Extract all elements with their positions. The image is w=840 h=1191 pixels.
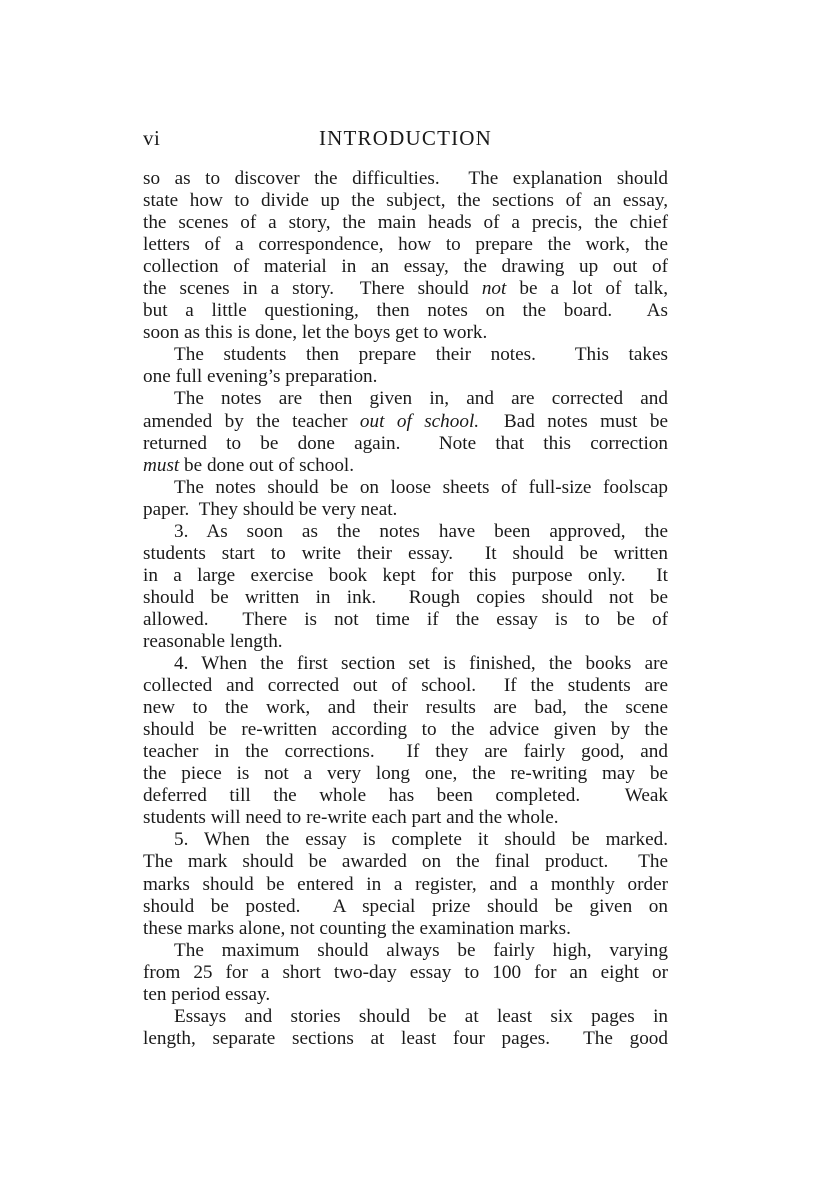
text-line [143,477,668,499]
text-segment: should be re-written according to the advice given by the [143,719,668,741]
text-segment: one full evening’s preparation. [143,366,378,388]
text-segment: 5. When the essay is complete it should be marked. [174,829,668,851]
text-line [143,300,668,322]
text-line [143,653,668,675]
text-line [143,1028,668,1050]
text-line [143,785,668,807]
text-line [143,366,668,388]
text-line [143,1006,668,1028]
text-line [143,896,668,918]
text-segment: The maximum should always be fairly high, varying [174,939,668,961]
text-segment: in a large exercise book kept for this purpose only. It [143,564,668,586]
text-segment: students will need to re-write each part and the whole. [143,807,559,829]
text-line [143,697,668,719]
text-line [143,433,668,455]
text-line [143,256,668,278]
text-segment: The students then prepare their notes. This takes [174,344,668,366]
text-segment: new to the work, and their results are bad, the scene [143,697,668,719]
running-title: INTRODUCTION [318,126,493,150]
text-segment: letters of a correspondence, how to prepare the work, the [143,234,668,256]
text-segment: soon as this is done, let the boys get to work. [143,322,488,344]
text-segment: Bad notes must be [479,410,668,432]
text-segment: deferred till the whole has been completed. Weak [143,785,668,807]
italic-text: not [481,278,507,300]
text-line [143,455,668,477]
text-line [143,984,668,1006]
text-line [143,962,668,984]
text-segment: 3. As soon as the notes have been approved, the [174,520,668,542]
text-segment: length, separate sections at least four pages. The good [143,1027,668,1049]
text-segment: The mark should be awarded on the final product. The [143,851,668,873]
text-segment: be a lot of talk, [506,278,669,300]
text-segment: students start to write their essay. It should be written [143,542,668,564]
text-line [143,388,668,410]
text-segment: reasonable length. [143,630,283,652]
text-segment: so as to discover the difficulties. The explanation should [143,168,668,189]
text-segment: be done out of school. [179,454,355,476]
text-line [143,212,668,234]
text-segment: state how to divide up the subject, the sections of an essay, [143,190,668,212]
text-segment: ten period essay. [143,983,271,1005]
text-segment: collection of material in an essay, the drawing up out of [143,256,668,278]
text-segment: returned to be done again. Note that this correction [143,432,668,454]
text-line [143,322,668,344]
italic-text: out of school. [359,410,480,432]
text-line [143,631,668,653]
text-segment: from 25 for a short two-day essay to 100 for an eight or [143,961,668,983]
italic-text: must [143,454,180,476]
text-line [143,741,668,763]
text-segment: these marks alone, not counting the examination marks. [143,917,571,939]
text-line [143,543,668,565]
text-line [143,565,668,587]
text-line [143,521,668,543]
text-line [143,344,668,366]
text-segment: marks should be entered in a register, and a monthly order [143,873,668,895]
text-segment: The notes should be on loose sheets of full-size foolscap [174,476,668,498]
text-line [143,609,668,631]
text-line [143,587,668,609]
text-line [143,918,668,940]
text-line [143,234,668,256]
text-line [143,278,668,300]
text-segment: the piece is not a very long one, the re-writing may be [143,763,668,785]
text-segment: teacher in the corrections. If they are fairly good, and [143,741,668,763]
text-segment: the scenes of a story, the main heads of a precis, the chief [143,212,668,234]
text-line [143,675,668,697]
text-line [143,940,668,962]
text-segment: should be posted. A special prize should be given on [143,895,668,917]
text-line [143,411,668,433]
text-segment: 4. When the first section set is finished, the books are [174,653,668,675]
text-line [143,763,668,785]
text-segment: Essays and stories should be at least six pages in [174,1005,668,1027]
body-text [143,168,668,1050]
text-segment: The notes are then given in, and are corrected and [174,388,668,410]
text-segment: the scenes in a story. There should [143,278,482,300]
text-segment: paper. They should be very neat. [143,498,398,520]
text-line [143,719,668,741]
text-segment: collected and corrected out of school. If the students are [143,675,668,697]
text-segment: amended by the teacher [143,410,360,432]
text-line [143,190,668,212]
text-segment: but a little questioning, then notes on the board. As [143,300,668,322]
text-line [143,874,668,896]
text-line [143,168,668,190]
text-line [143,829,668,851]
text-line [143,851,668,873]
page-number: vi [143,126,161,150]
text-segment: allowed. There is not time if the essay is to be of [143,608,668,630]
page-header [143,126,668,154]
text-segment: should be written in ink. Rough copies should not be [143,586,668,608]
text-line [143,807,668,829]
text-line [143,499,668,521]
